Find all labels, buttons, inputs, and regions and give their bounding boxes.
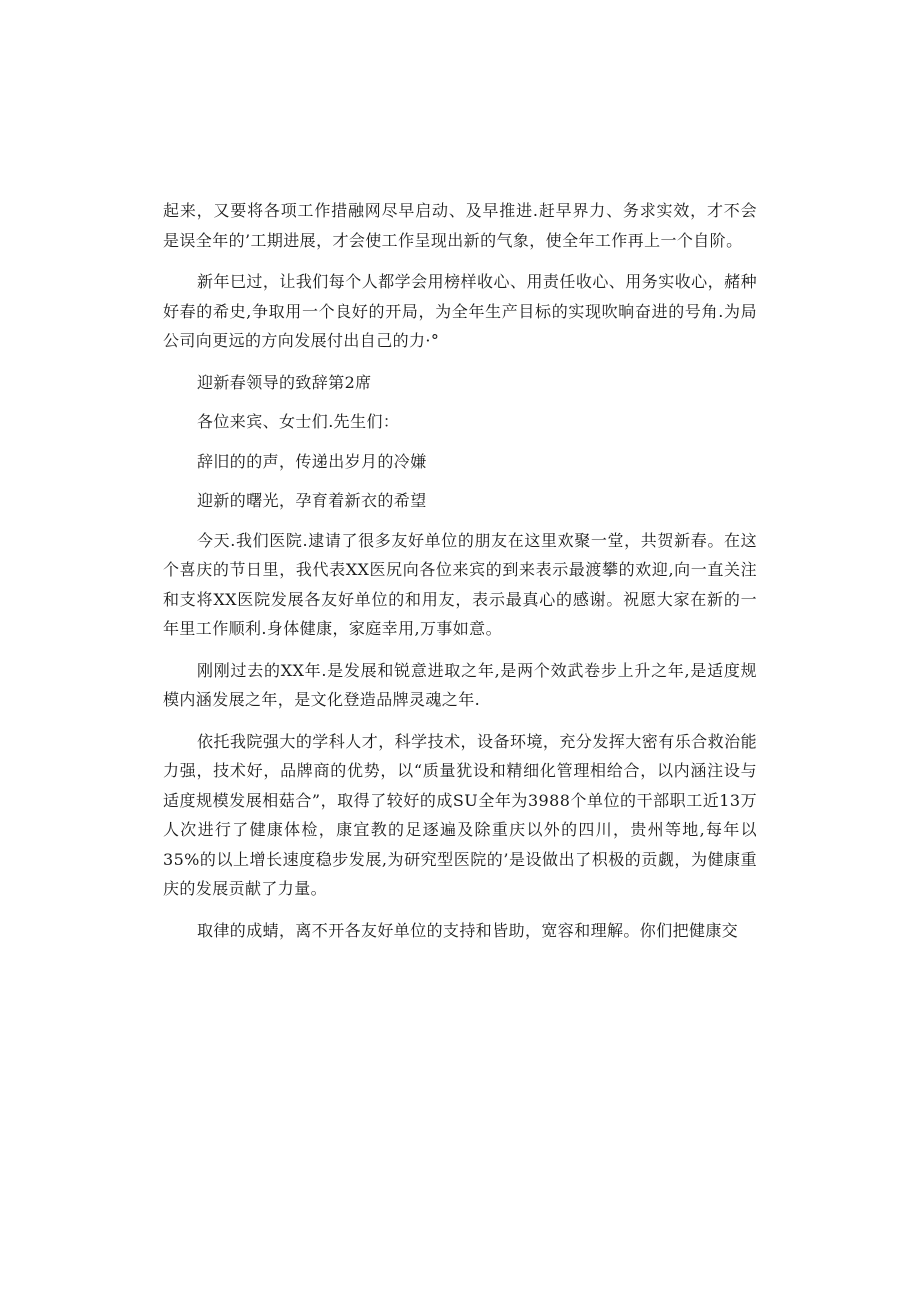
section-title: 迎新春领导的致辞第2席 xyxy=(197,372,372,392)
paragraph-continuation: 起来，又要将各项工作措融网尽早启动、及早推进.赶早界力、务求实效，才不会是误全年的’工期进展，才会使工作呈现出新的气象，使全年工作再上一个自阶。 xyxy=(163,201,757,250)
paragraph-welcome: 今天.我们医院.逮请了很多友好单位的朋友在这里欢聚一堂，共贺新春。在这个喜庆的节日里，我代表XX医尻向各位来宾的到来表示最渡攀的欢迎,向一直关注和支将XX医院发展各友好单位的和用友，表示最真心的感谢。祝愿大家在新的一年里工作顺利.身体健康，家庭幸用,万事如意。 xyxy=(163,530,757,638)
paragraph-new-year: 新年巳过，让我们每个人都学会用榜样收心、用责任收心、用务实收心，赭种好春的希史,争取用一个良好的开局，为全年生产目标的实现吹晌奋进的号角.为局公司向更远的方向发展付出自己的力·° xyxy=(163,272,757,350)
paragraph-past-year: 刚刚过去的XX年.是发展和锐意进取之年,是两个效武卷步上升之年,是适度规模内涵发展之年，是文化登造品牌灵魂之年. xyxy=(163,660,757,709)
salutation: 各位来宾、女士们.先生们： xyxy=(197,412,400,431)
document-page xyxy=(163,196,757,957)
verse-line-2: 迎新的曙光，孕育着新衣的希望 xyxy=(197,491,427,510)
paragraph-achievements: 依托我院强大的学科人才，科学技术，设备环境，充分发挥大密有乐合救治能力强，技术好，品牌商的优势，以“质量犹设和精细化管理相给合，以内涵注设与适度规模发展相菇合”，取得了较好的成SU全年为3988个单位的干部职工近13万人次进行了健康体检，康宜教的足逐遍及除重庆以外的四川，贵州等地,每年以35%的以上增长速度稳步发展,为研究型医院的’是设做出了枳极的贡觑，为健康重庆的发展贡献了力量。 xyxy=(163,731,757,898)
paragraph-thanks: 取律的成蜻，离不开各友好单位的支持和皆助，宽容和理解。你们把健康交 xyxy=(197,920,739,940)
verse-line-1: 辞旧的的声，传递出岁月的冷嫌 xyxy=(197,451,427,471)
